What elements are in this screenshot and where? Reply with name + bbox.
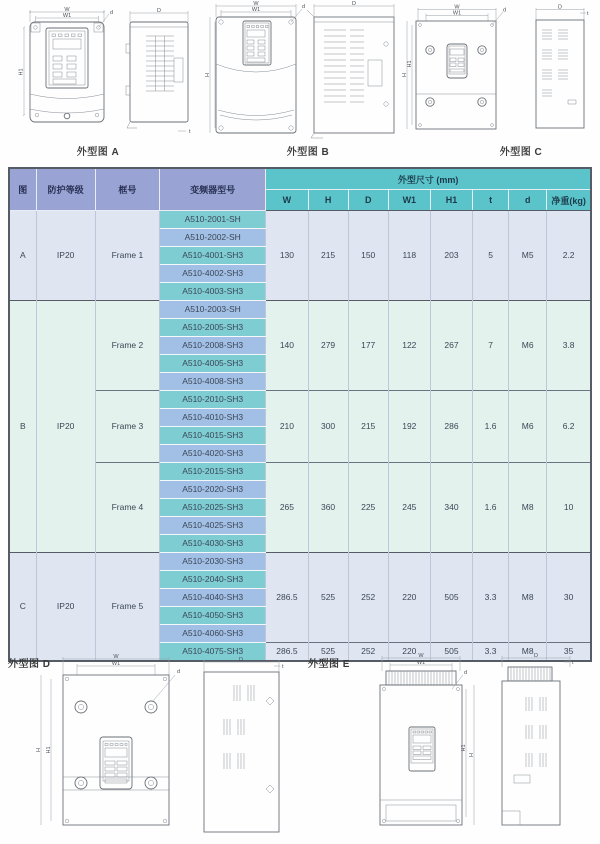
- model-cell: A510-2003-SH: [160, 301, 266, 319]
- keypad-panel: [447, 44, 467, 78]
- dim-screw-label: d: [503, 7, 507, 14]
- model-cell: A510-2001-SH: [160, 211, 266, 229]
- dim-thickness-label: t: [282, 664, 284, 670]
- nameplate: [568, 100, 576, 104]
- col-header-d: D: [348, 190, 388, 211]
- dim-screw-label: d: [464, 670, 468, 676]
- dim-w1-label: W1: [416, 659, 426, 666]
- bottom-screw: [64, 113, 70, 119]
- model-cell: A510-2002-SH: [160, 229, 266, 247]
- dim-cell: 252: [348, 643, 388, 662]
- dim-w1-label: W1: [111, 660, 121, 667]
- dim-cell: 505: [430, 643, 472, 662]
- dim-cell: 10: [547, 463, 591, 553]
- model-cell: A510-4003-SH3: [160, 283, 266, 301]
- heatsink-fins: [386, 671, 456, 685]
- dim-depth-label: D: [534, 652, 538, 659]
- fan-symbol: [266, 697, 274, 705]
- spec-table: [8, 167, 592, 662]
- dim-screw-label: d: [302, 4, 306, 10]
- keypad-display: [247, 30, 265, 37]
- dim-cell: 5: [473, 211, 509, 301]
- dim-w1-label: W1: [251, 6, 261, 13]
- dim-cell: M8: [509, 553, 547, 643]
- dim-cell: 215: [348, 391, 388, 463]
- protection-cell: IP20: [36, 553, 95, 662]
- model-cell: A510-4050-SH3: [160, 607, 266, 625]
- nameplate: [514, 775, 530, 783]
- fig-cell: A: [9, 211, 36, 301]
- dim-cell: 130: [266, 211, 308, 301]
- keypad-display: [53, 39, 81, 49]
- dim-w1-label: W1: [62, 12, 72, 19]
- figure-a-side-view: [120, 6, 198, 138]
- col-header-h: H: [308, 190, 348, 211]
- dim-cell: 118: [388, 211, 430, 301]
- model-cell: A510-4002-SH3: [160, 265, 266, 283]
- frame-cell: Frame 1: [95, 211, 159, 301]
- mounting-hook: [126, 86, 130, 95]
- model-cell: A510-4025-SH3: [160, 517, 266, 535]
- dim-cell: 279: [308, 301, 348, 391]
- dim-cell: 525: [308, 643, 348, 662]
- model-cell: A510-4010-SH3: [160, 409, 266, 427]
- model-cell: A510-2015-SH3: [160, 463, 266, 481]
- fan-symbol: [266, 785, 274, 793]
- dim-cell: 3.8: [547, 301, 591, 391]
- dim-screw-label: d: [177, 669, 181, 675]
- figure-e-side-view: [492, 653, 578, 841]
- dim-cell: 340: [430, 463, 472, 553]
- figure-b-label: 外型图 B: [286, 147, 330, 158]
- frame-cell: Frame 4: [95, 463, 159, 553]
- model-cell: A510-2008-SH3: [160, 337, 266, 355]
- model-cell: A510-2020-SH3: [160, 481, 266, 499]
- dim-depth-label: D: [157, 7, 161, 14]
- figure-a-front-view: [18, 6, 116, 138]
- lifting-holes: [75, 701, 157, 789]
- mounting-hole: [34, 26, 38, 30]
- dim-thickness-label: t: [587, 11, 589, 17]
- vent-slats: [224, 685, 254, 769]
- model-cell: A510-4015-SH3: [160, 427, 266, 445]
- nameplate: [368, 60, 382, 86]
- model-cell: A510-4008-SH3: [160, 373, 266, 391]
- protection-cell: IP20: [36, 211, 95, 301]
- dim-cell: 3.3: [473, 643, 509, 662]
- dim-h-label: H: [469, 753, 475, 757]
- keypad-panel: [100, 737, 132, 789]
- dim-cell: 2.2: [547, 211, 591, 301]
- col-header-t: t: [473, 190, 509, 211]
- dim-cell: 30: [547, 553, 591, 643]
- dim-cell: 192: [388, 391, 430, 463]
- keypad-panel: [409, 727, 435, 771]
- dim-cell: M6: [509, 301, 547, 391]
- dim-h1-label: H1: [407, 60, 414, 68]
- model-cell: A510-4075-SH3: [160, 643, 266, 662]
- dim-cell: M8: [509, 643, 547, 662]
- dim-cell: 267: [430, 301, 472, 391]
- figure-d-side-view: [194, 657, 289, 839]
- dim-depth-label: D: [558, 4, 562, 11]
- dim-h-label: H: [402, 73, 408, 77]
- dim-cell: 286.5: [266, 643, 308, 662]
- dim-cell: 215: [308, 211, 348, 301]
- figure-a-label: 外型图 A: [76, 147, 120, 158]
- dim-cell: 505: [430, 553, 472, 643]
- dim-cell: M5: [509, 211, 547, 301]
- keypad-display: [413, 735, 431, 743]
- dim-w1-label: W1: [452, 10, 462, 17]
- dim-cell: 286.5: [266, 553, 308, 643]
- model-cell: A510-4005-SH3: [160, 355, 266, 373]
- figure-e-label: 外型图 E: [308, 659, 350, 670]
- model-cell: A510-4030-SH3: [160, 535, 266, 553]
- col-header-screw: d: [509, 190, 547, 211]
- dim-cell: 150: [348, 211, 388, 301]
- dim-cell: 177: [348, 301, 388, 391]
- dimension-spec-table-wrap: [8, 167, 592, 657]
- fig-cell: B: [9, 301, 36, 553]
- col-header-frame: 框号: [95, 168, 159, 211]
- dim-cell: 35: [547, 643, 591, 662]
- dim-cell: M6: [509, 391, 547, 463]
- fig-cell: C: [9, 553, 36, 662]
- col-header-dimensions-group: 外型尺寸 (mm): [266, 168, 591, 190]
- figure-c-label: 外型图 C: [499, 147, 543, 158]
- figure-b-side-view: [304, 0, 404, 140]
- bottom-duct: [502, 811, 520, 825]
- dim-h1-label: H1: [46, 746, 52, 754]
- dim-cell: 1.6: [473, 463, 509, 553]
- dim-cell: 225: [348, 463, 388, 553]
- dim-cell: 6.2: [547, 391, 591, 463]
- dim-cell: 1.6: [473, 391, 509, 463]
- figure-c-side-view: [528, 4, 592, 136]
- dim-cell: M8: [509, 463, 547, 553]
- model-cell: A510-4040-SH3: [160, 589, 266, 607]
- dim-thickness-label: t: [189, 129, 191, 135]
- dim-w-label: W: [64, 6, 70, 13]
- figure-e-front-view: [360, 653, 482, 841]
- col-header-model: 变频器型号: [160, 168, 266, 211]
- dim-cell: 286: [430, 391, 472, 463]
- figure-b-front-view: [206, 0, 306, 140]
- dim-depth-label: D: [352, 0, 356, 7]
- keypad-display: [450, 49, 464, 55]
- heatsink-fins: [508, 667, 552, 681]
- vent-slats: [526, 697, 546, 767]
- model-cell: A510-4001-SH3: [160, 247, 266, 265]
- col-header-fig: 图: [9, 168, 36, 211]
- figure-c-front-view: [404, 4, 510, 136]
- dim-cell: 220: [388, 553, 430, 643]
- dim-cell: 300: [308, 391, 348, 463]
- col-header-weight: 净重(kg): [547, 190, 591, 211]
- frame-cell: Frame 5: [95, 553, 159, 662]
- dim-depth-label: D: [239, 656, 243, 663]
- frame-cell: Frame 2: [95, 301, 159, 391]
- spec-table-body: [9, 211, 591, 662]
- dim-cell: 360: [308, 463, 348, 553]
- dim-cell: 220: [388, 643, 430, 662]
- dim-h-label: H: [205, 73, 211, 77]
- figure-d-front-view: [33, 653, 188, 841]
- dim-w-label: W: [113, 653, 119, 660]
- model-cell: A510-2040-SH3: [160, 571, 266, 589]
- dim-cell: 525: [308, 553, 348, 643]
- col-header-protection: 防护等级: [36, 168, 95, 211]
- model-cell: A510-2025-SH3: [160, 499, 266, 517]
- dim-cell: 252: [348, 553, 388, 643]
- model-cell: A510-4020-SH3: [160, 445, 266, 463]
- dim-cell: 122: [388, 301, 430, 391]
- dim-screw-label: d: [110, 10, 114, 16]
- dim-cell: 140: [266, 301, 308, 391]
- dim-cell: 245: [388, 463, 430, 553]
- keypad-panel: [243, 21, 271, 65]
- dim-h1-label: H1: [461, 744, 467, 752]
- model-cell: A510-2010-SH3: [160, 391, 266, 409]
- dim-w-label: W: [418, 652, 424, 659]
- dim-w-label: W: [454, 4, 460, 11]
- protection-cell: IP20: [36, 301, 95, 553]
- mounting-hook: [126, 44, 130, 53]
- dim-thickness-label: t: [572, 660, 574, 666]
- frame-cell: Frame 3: [95, 391, 159, 463]
- dim-cell: 203: [430, 211, 472, 301]
- keypad-display: [105, 748, 127, 757]
- dim-cell: 210: [266, 391, 308, 463]
- figure-d-label: 外型图 D: [8, 659, 51, 670]
- model-cell: A510-2005-SH3: [160, 319, 266, 337]
- vent-slats: [146, 36, 174, 91]
- col-header-w1: W1: [388, 190, 430, 211]
- nameplate: [174, 58, 183, 82]
- model-cell: A510-4060-SH3: [160, 625, 266, 643]
- dim-w-label: W: [253, 0, 259, 7]
- dim-h1-label: H1: [18, 68, 25, 76]
- dim-cell: 265: [266, 463, 308, 553]
- dim-h-label: H: [36, 748, 42, 752]
- vent-slats: [542, 30, 568, 96]
- model-cell: A510-2030-SH3: [160, 553, 266, 571]
- keypad-panel: [46, 28, 88, 88]
- col-header-w: W: [266, 190, 308, 211]
- col-header-h1: H1: [430, 190, 472, 211]
- dim-cell: 3.3: [473, 553, 509, 643]
- vent-slats: [324, 30, 364, 102]
- dim-cell: 7: [473, 301, 509, 391]
